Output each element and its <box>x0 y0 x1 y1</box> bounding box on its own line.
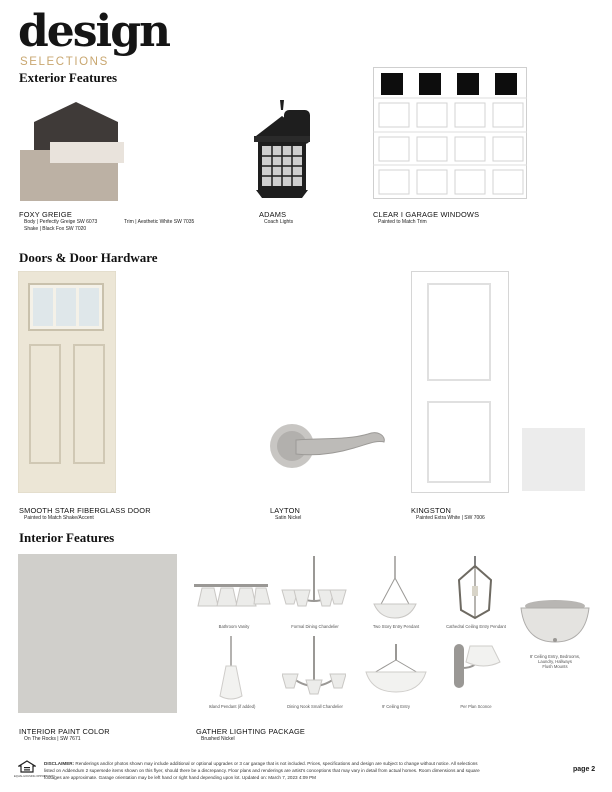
bathroom-vanity-light <box>192 576 272 612</box>
siding-body-color: Body | Perfectly Greige SW 6073 <box>24 219 98 225</box>
dining-nook-chandelier <box>282 636 346 702</box>
coach-light-subtitle: Coach Lights <box>264 219 294 225</box>
siding-color-swatch <box>20 102 124 201</box>
equal-housing-icon <box>18 760 36 774</box>
siding-title: FOXY GREIGE <box>19 210 72 219</box>
disclaimer-text-1: Renderings and/or photos shown may include additional or optional upgrades or 3 car garage that is not included. Prices, specifications and design are subject to change without notice. All selections <box>75 761 478 766</box>
interior-door-image <box>411 271 509 493</box>
disclaimer-line-3: footages are approximate. Garage orientation may be left hand or right hand depending upon lot. Updated on: March 7, 2023 4:09 PM <box>44 775 316 780</box>
garage-subtitle: Painted to Match Trim <box>378 219 427 225</box>
door-lever-image <box>268 418 390 470</box>
cathedral-entry-pendant <box>455 556 495 620</box>
interior-paint-swatch <box>18 554 177 713</box>
interior-door-subtitle: Painted Extra White | SW 7006 <box>416 515 485 521</box>
front-door-subtitle: Painted to Match Shake/Accent <box>24 515 94 521</box>
front-door-image <box>18 271 116 493</box>
disclaimer-line-2: listed on Addendum 2 supersede items shown on this flyer, should there be a discrepancy. Floor plans and renderings are artist's conceptions that may vary in detail from actual homes. Room dimensions and square <box>44 768 480 773</box>
flush-mount-label-2: Laundry, Hallways <box>538 659 572 664</box>
door-lever-title: LAYTON <box>270 506 301 515</box>
page-number: page 2 <box>573 766 596 773</box>
section-title-interior: Interior Features <box>19 530 115 545</box>
brand-logo-subtitle: SELECTIONS <box>20 56 109 68</box>
sconce-label: Per Plan Sconce <box>460 704 492 709</box>
formal-dining-chandelier <box>280 556 348 618</box>
flush-mount-label-3: Flush Mounts <box>542 664 568 669</box>
two-story-label: Two Story Entry Pendant <box>372 624 420 629</box>
cathedral-label: Cathedral Ceiling Entry Pendant <box>446 624 506 629</box>
front-door-title: SMOOTH STAR FIBERGLASS DOOR <box>19 506 151 515</box>
interior-paint-subtitle: On The Rocks | SW 7671 <box>24 736 81 742</box>
island-pendant <box>216 636 246 702</box>
formal-dining-label: Formal Dining Chandelier <box>291 624 339 629</box>
coach-light-title: ADAMS <box>259 210 287 219</box>
flush-mount-light <box>519 596 591 648</box>
two-story-entry-pendant <box>372 556 418 620</box>
door-lever-subtitle: Satin Nickel <box>275 515 302 521</box>
disclaimer-label: DISCLAIMER: <box>44 761 75 766</box>
section-title-exterior: Exterior Features <box>19 70 118 85</box>
siding-trim-color: Trim | Aesthetic White SW 7035 <box>124 219 195 225</box>
lighting-package-title: GATHER LIGHTING PACKAGE <box>196 727 306 736</box>
section-title-doors: Doors & Door Hardware <box>19 250 158 265</box>
siding-shake-color: Shake | Black Fox SW 7020 <box>24 226 87 232</box>
ceiling-entry-label: 9' Ceiling Entry <box>381 704 411 709</box>
lighting-package-subtitle: Brushed Nickel <box>201 736 235 742</box>
island-pendant-label: Island Pendant (if added) <box>208 704 256 709</box>
equal-housing-text: EQUAL HOUSING OPPORTUNITY <box>14 775 55 778</box>
trim-paint-swatch <box>522 428 585 491</box>
garage-title: CLEAR I GARAGE WINDOWS <box>373 210 480 219</box>
sconce-light <box>452 640 502 696</box>
flush-mount-label-1: 8' Ceiling Entry, Bedrooms, <box>529 654 581 659</box>
brand-logo: design <box>18 6 170 57</box>
interior-paint-title: INTERIOR PAINT COLOR <box>19 727 110 736</box>
coach-light-image <box>250 98 314 202</box>
garage-door-image <box>373 67 527 199</box>
dining-nook-label: Dining Nook Small Chandelier <box>287 704 343 709</box>
disclaimer-line-1 <box>44 760 574 767</box>
bathroom-vanity-label: Bathroom Vanity <box>218 624 250 629</box>
interior-door-title: KINGSTON <box>411 506 452 515</box>
ceiling-entry-light <box>364 644 428 696</box>
